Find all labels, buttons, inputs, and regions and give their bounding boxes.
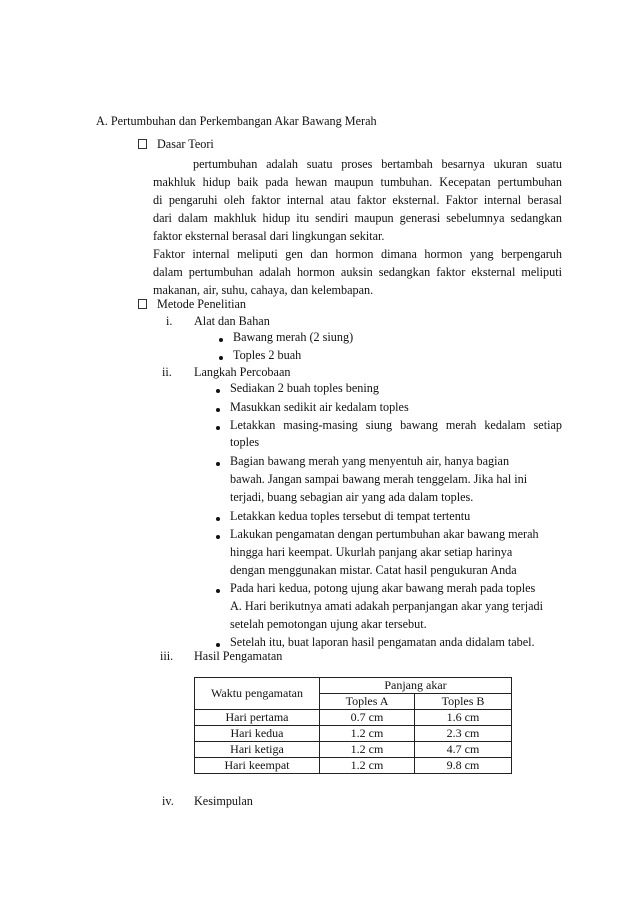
langkah-item-2: Masukkan sedikit air kedalam toples (230, 400, 409, 414)
langkah-numeral: ii. (162, 365, 172, 379)
langkah-item-8: Setelah itu, buat laporan hasil pengamatan anda didalam tabel. (230, 635, 535, 649)
langkah-item-5: Letakkan kedua toples tersebut di tempat tertentu (230, 509, 471, 523)
langkah-item-6-cont2: dengan menggunakan mistar. Catat hasil pengukuran Anda (230, 563, 517, 577)
table-row (195, 758, 512, 774)
kesimpulan-title: Kesimpulan (194, 794, 253, 808)
bullet-icon (216, 389, 220, 393)
cell-toples-b: 9.8 cm (415, 758, 512, 774)
langkah-item-7: Pada hari kedua, potong ujung akar bawang merah pada toples (230, 581, 536, 595)
langkah-item-1: Sediakan 2 buah toples bening (230, 381, 379, 395)
langkah-item-6-cont1: hingga hari keempat. Ukurlah panjang akar setiap harinya (230, 545, 513, 559)
langkah-item-4-cont2: terjadi, buang sebagian air yang ada dalam toples. (230, 490, 474, 504)
bullet-icon (216, 643, 220, 647)
metode-heading-row (138, 297, 246, 312)
bullet-icon (219, 356, 223, 360)
cell-toples-b: 4.7 cm (415, 742, 512, 758)
hasil-table (194, 677, 512, 774)
cell-toples-a: 1.2 cm (320, 742, 415, 758)
hasil-title: Hasil Pengamatan (194, 649, 283, 663)
cell-waktu: Hari ketiga (195, 742, 320, 758)
table-row (195, 742, 512, 758)
table-row (195, 726, 512, 742)
table-header-row (195, 678, 512, 694)
bullet-icon (216, 426, 220, 430)
hasil-numeral: iii. (160, 649, 174, 663)
alat-title: Alat dan Bahan (194, 314, 270, 328)
cell-toples-b: 2.3 cm (415, 726, 512, 742)
checkbox-icon (138, 299, 147, 309)
cell-toples-a: 1.2 cm (320, 726, 415, 742)
teori-line-7: dalam pertumbuhan adalah hormon auksin sedangkan faktor eksternal meliputi (153, 265, 562, 279)
langkah-item-7-cont2: setelah pemotongan ujung akar tersebut. (230, 617, 427, 631)
header-panjang: Panjang akar (320, 678, 512, 694)
cell-toples-a: 0.7 cm (320, 710, 415, 726)
header-toples-b: Toples B (415, 694, 512, 710)
metode-heading: Metode Penelitian (157, 297, 247, 311)
dasar-teori-heading: Dasar Teori (157, 137, 214, 151)
alat-item-1: Bawang merah (2 siung) (233, 330, 354, 344)
bullet-icon (216, 535, 220, 539)
checkbox-icon (138, 139, 147, 149)
bullet-icon (219, 338, 223, 342)
langkah-item-6: Lakukan pengamatan dengan pertumbuhan akar bawang merah (230, 527, 539, 541)
teori-line-4: dari dalam makhluk hidup itu sendiri maupun generasi sebelumnya sedangkan (153, 211, 562, 225)
cell-waktu: Hari kedua (195, 726, 320, 742)
bullet-icon (216, 517, 220, 521)
header-waktu: Waktu pengamatan (195, 678, 320, 710)
section-title: A. Pertumbuhan dan Perkembangan Akar Bawang Merah (96, 114, 377, 128)
cell-toples-a: 1.2 cm (320, 758, 415, 774)
langkah-title: Langkah Percobaan (194, 365, 291, 379)
dasar-teori-heading-row (138, 137, 214, 152)
bullet-icon (216, 408, 220, 412)
teori-line-5: faktor eksternal berasal dari lingkungan sekitar. (153, 229, 385, 243)
alat-numeral: i. (166, 314, 173, 328)
bullet-icon (216, 462, 220, 466)
langkah-item-3: Letakkan masing-masing siung bawang merah kedalam setiap (230, 418, 562, 432)
langkah-item-4: Bagian bawang merah yang menyentuh air, hanya bagian (230, 454, 510, 468)
header-toples-a: Toples A (320, 694, 415, 710)
teori-line-1: pertumbuhan adalah suatu proses bertambah besarnya ukuran suatu (193, 157, 562, 171)
teori-line-2: makhluk hidup baik pada hewan maupun tumbuhan. Kecepatan pertumbuhan (153, 175, 562, 189)
teori-line-6: Faktor internal meliputi gen dan hormon dimana hormon yang berpengaruh (153, 247, 562, 261)
cell-waktu: Hari keempat (195, 758, 320, 774)
cell-waktu: Hari pertama (195, 710, 320, 726)
alat-item-2: Toples 2 buah (233, 348, 302, 362)
table-row (195, 710, 512, 726)
cell-toples-b: 1.6 cm (415, 710, 512, 726)
langkah-item-4-cont1: bawah. Jangan sampai bawang merah tenggelam. Jika hal ini (230, 472, 528, 486)
langkah-item-3-cont: toples (230, 435, 260, 449)
langkah-item-7-cont1: A. Hari berikutnya amati adakah perpanjangan akar yang terjadi (230, 599, 544, 613)
bullet-icon (216, 589, 220, 593)
kesimpulan-numeral: iv. (162, 794, 174, 808)
teori-line-3: di pengaruhi oleh faktor internal atau faktor eksternal. Faktor internal berasal (153, 193, 562, 207)
teori-line-8: makanan, air, suhu, cahaya, dan kelembapan. (153, 283, 374, 297)
